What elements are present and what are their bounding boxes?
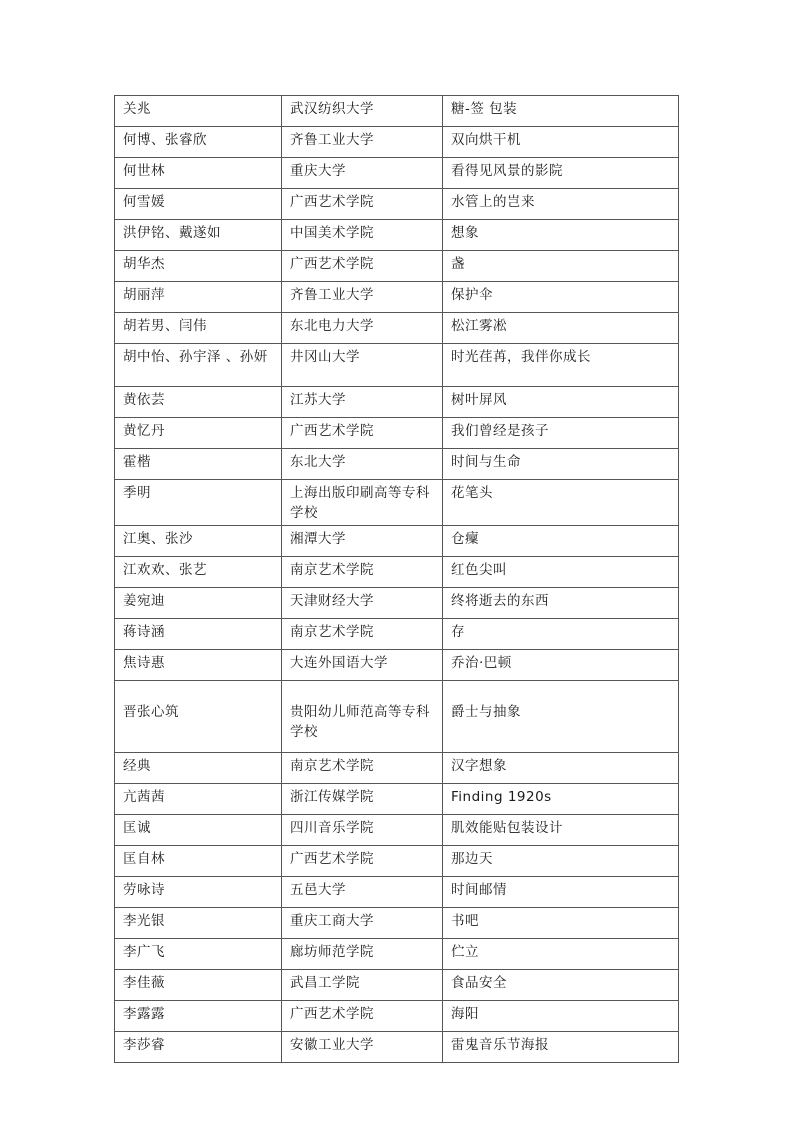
table-row: [115, 251, 679, 282]
school-cell: 东北大学: [282, 449, 443, 480]
school-cell: 中国美术学院: [282, 220, 443, 251]
table-row: [115, 158, 679, 189]
school-cell: 五邑大学: [282, 877, 443, 908]
school-cell: 南京艺术学院: [282, 619, 443, 650]
school-cell: 大连外国语大学: [282, 650, 443, 681]
table-row: [115, 877, 679, 908]
name-cell: 胡中怡、孙宇泽 、孙妍: [115, 344, 282, 387]
school-cell: 天津财经大学: [282, 588, 443, 619]
name-cell: 胡丽萍: [115, 282, 282, 313]
name-cell: 李露露: [115, 1001, 282, 1032]
school-cell: 湘潭大学: [282, 526, 443, 557]
table-row: [115, 846, 679, 877]
school-cell: 广西艺术学院: [282, 251, 443, 282]
work-cell: 松江雾凇: [443, 313, 679, 344]
work-cell: 花笔头: [443, 480, 679, 526]
name-cell: 姜宛迪: [115, 588, 282, 619]
table-row: [115, 908, 679, 939]
school-cell: 井冈山大学: [282, 344, 443, 387]
school-cell: 重庆大学: [282, 158, 443, 189]
school-cell: 四川音乐学院: [282, 815, 443, 846]
school-cell: 贵阳幼儿师范高等专科学校: [282, 681, 443, 753]
work-cell: 书吧: [443, 908, 679, 939]
table-row: [115, 189, 679, 220]
name-cell: 胡若男、闫伟: [115, 313, 282, 344]
work-cell: 时间与生命: [443, 449, 679, 480]
work-cell: 爵士与抽象: [443, 681, 679, 753]
table-row: [115, 387, 679, 418]
table-row: [115, 588, 679, 619]
work-cell: 汉字想象: [443, 753, 679, 784]
work-cell: Finding 1920s: [443, 784, 679, 815]
name-cell: 何世林: [115, 158, 282, 189]
work-cell: 保护伞: [443, 282, 679, 313]
work-cell: 我们曾经是孩子: [443, 418, 679, 449]
name-cell: 劳咏诗: [115, 877, 282, 908]
table-row: [115, 650, 679, 681]
school-cell: 武汉纺织大学: [282, 96, 443, 127]
school-cell: 廊坊师范学院: [282, 939, 443, 970]
table-row: [115, 480, 679, 526]
table-row: [115, 939, 679, 970]
table-row: [115, 970, 679, 1001]
work-cell: 海阳: [443, 1001, 679, 1032]
work-cell: 仓癛: [443, 526, 679, 557]
work-cell: 时间邮情: [443, 877, 679, 908]
table-row: [115, 619, 679, 650]
table-row: [115, 220, 679, 251]
table-row: [115, 753, 679, 784]
table-row: [115, 1032, 679, 1063]
school-cell: 上海出版印刷高等专科学校: [282, 480, 443, 526]
name-cell: 洪伊铭、戴遂如: [115, 220, 282, 251]
work-cell: 看得见风景的影院: [443, 158, 679, 189]
name-cell: 关兆: [115, 96, 282, 127]
table-row: [115, 96, 679, 127]
name-cell: 晋张心筑: [115, 681, 282, 753]
work-cell: 伫立: [443, 939, 679, 970]
name-cell: 李光银: [115, 908, 282, 939]
table-row: [115, 557, 679, 588]
work-cell: 红色尖叫: [443, 557, 679, 588]
school-cell: 武昌工学院: [282, 970, 443, 1001]
school-cell: 安徽工业大学: [282, 1032, 443, 1063]
table-row: [115, 282, 679, 313]
work-cell: 雷鬼音乐节海报: [443, 1032, 679, 1063]
school-cell: 广西艺术学院: [282, 418, 443, 449]
name-cell: 经典: [115, 753, 282, 784]
school-cell: 齐鲁工业大学: [282, 282, 443, 313]
name-cell: 黄依芸: [115, 387, 282, 418]
name-cell: 匡诚: [115, 815, 282, 846]
name-cell: 季明: [115, 480, 282, 526]
work-cell: 树叶屏风: [443, 387, 679, 418]
table-row: [115, 418, 679, 449]
name-cell: 李佳薇: [115, 970, 282, 1001]
work-cell: 肌效能贴包装设计: [443, 815, 679, 846]
work-cell: 盏: [443, 251, 679, 282]
table-row: [115, 815, 679, 846]
table-row: [115, 784, 679, 815]
name-cell: 何博、张睿欣: [115, 127, 282, 158]
table-row: [115, 526, 679, 557]
name-cell: 黄忆丹: [115, 418, 282, 449]
school-cell: 广西艺术学院: [282, 846, 443, 877]
work-cell: 那边天: [443, 846, 679, 877]
work-cell: 想象: [443, 220, 679, 251]
school-cell: 江苏大学: [282, 387, 443, 418]
table-row: [115, 449, 679, 480]
name-cell: 蒋诗涵: [115, 619, 282, 650]
work-cell: 时光荏苒，我伴你成长: [443, 344, 679, 387]
work-cell: 糖-签 包装: [443, 96, 679, 127]
school-cell: 齐鲁工业大学: [282, 127, 443, 158]
name-cell: 何雪媛: [115, 189, 282, 220]
work-cell: 双向烘干机: [443, 127, 679, 158]
table-row: [115, 681, 679, 753]
winners-table-body: [115, 96, 679, 1063]
work-cell: 水管上的岂来: [443, 189, 679, 220]
name-cell: 江欢欢、张艺: [115, 557, 282, 588]
name-cell: 亢茜茜: [115, 784, 282, 815]
name-cell: 匡自林: [115, 846, 282, 877]
table-row: [115, 127, 679, 158]
school-cell: 重庆工商大学: [282, 908, 443, 939]
work-cell: 乔治·巴顿: [443, 650, 679, 681]
name-cell: 李广飞: [115, 939, 282, 970]
school-cell: 南京艺术学院: [282, 557, 443, 588]
work-cell: 终将逝去的东西: [443, 588, 679, 619]
table-row: [115, 1001, 679, 1032]
school-cell: 东北电力大学: [282, 313, 443, 344]
school-cell: 广西艺术学院: [282, 189, 443, 220]
work-cell: 食品安全: [443, 970, 679, 1001]
winners-table: [114, 95, 679, 1063]
name-cell: 霍楷: [115, 449, 282, 480]
school-cell: 南京艺术学院: [282, 753, 443, 784]
name-cell: 江奥、张沙: [115, 526, 282, 557]
name-cell: 焦诗惠: [115, 650, 282, 681]
name-cell: 胡华杰: [115, 251, 282, 282]
work-cell: 存: [443, 619, 679, 650]
table-row: [115, 344, 679, 387]
school-cell: 浙江传媒学院: [282, 784, 443, 815]
table-row: [115, 313, 679, 344]
name-cell: 李莎睿: [115, 1032, 282, 1063]
school-cell: 广西艺术学院: [282, 1001, 443, 1032]
